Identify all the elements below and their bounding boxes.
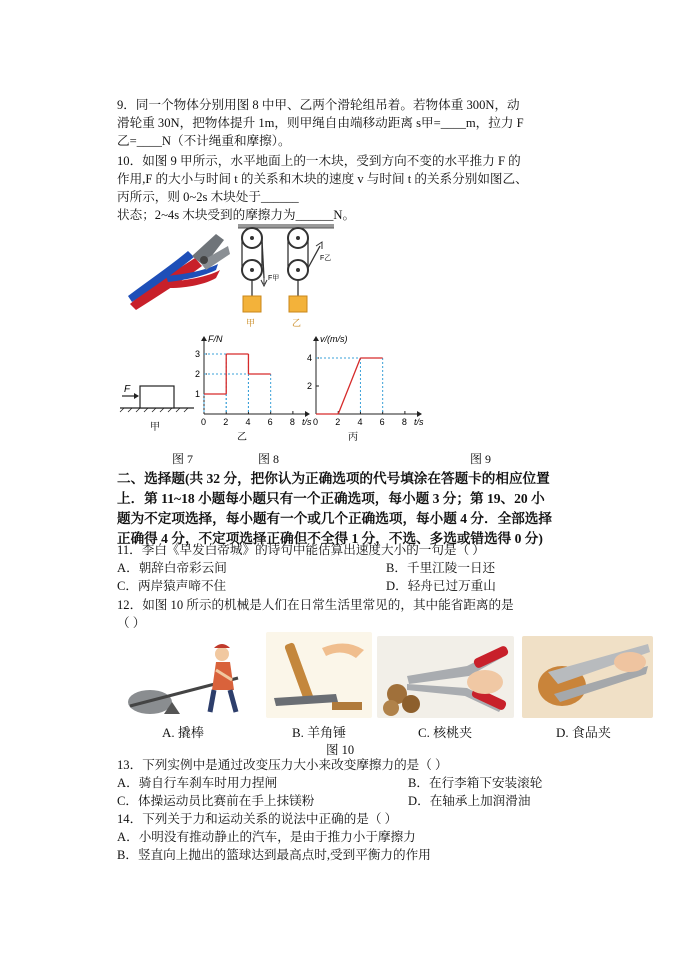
vt-chart-y-label: v/(m/s) xyxy=(320,334,348,344)
q14-option-a: A．小明没有推动静止的汽车，是由于推力小于摩擦力 xyxy=(117,830,416,844)
ft-chart-x-tick-label: 4 xyxy=(245,417,251,427)
vt-chart-x-tick-label: 2 xyxy=(335,417,341,427)
ft-chart-y-tick-label: 3 xyxy=(195,349,201,359)
q11-option-d: D．轻舟已过万重山 xyxy=(386,579,496,593)
section2-line-3: 题为不定项选择，每小题有一个或几个正确选项，每小题 4 分．全部选择 xyxy=(117,511,552,526)
section2-line-2: 上．第 11~18 小题每小题只有一个正确选项，每小题 3 分；第 19、20 小 xyxy=(117,491,545,506)
wooden-block xyxy=(140,386,174,408)
section2-line-1: 二、选择题(共 32 分，把你认为正确选项的代号填涂在答题卡的相应位置 xyxy=(117,471,550,486)
label-yi: 乙 xyxy=(292,318,302,328)
vt-chart-x-label: t/s xyxy=(414,417,424,427)
chart-f-t xyxy=(192,334,318,442)
vt-chart-y-arrow xyxy=(313,336,319,341)
q11-option-b: B．千里江陵一日还 xyxy=(386,561,496,575)
ft-chart-y-tick-label: 1 xyxy=(195,389,201,399)
ft-chart-x-tick-label: 6 xyxy=(267,417,273,427)
q13-option-a: A．骑自行车刹车时用力捏闸 xyxy=(117,776,278,790)
food-tongs-image xyxy=(522,636,653,718)
vt-chart-y-tick-label: 4 xyxy=(307,353,313,363)
q10-line-4: 状态；2~4s 木块受到的摩擦力为______N。 xyxy=(117,208,356,222)
fig8-pulley-diagram xyxy=(232,222,342,330)
q13-option-c: C．体操运动员比赛前在手上抹镁粉 xyxy=(117,794,315,808)
q12-option-b-label: B. 羊角锤 xyxy=(292,725,347,740)
walnut-cracker-image xyxy=(377,636,514,718)
caption-fig7: 图 7 xyxy=(172,452,194,466)
vt-chart-x-tick-label: 4 xyxy=(357,417,363,427)
q10-line-2: 作用,F 的大小与时间 t 的关系和木块的速度 v 与时间 t 的关系分别如图乙、 xyxy=(117,172,528,186)
vt-chart-x-tick-label: 0 xyxy=(313,417,319,427)
caption-fig9: 图 9 xyxy=(470,452,492,466)
fig7-pliers-image xyxy=(120,226,232,312)
ft-chart-x-tick-label: 2 xyxy=(223,417,229,427)
q12-paren: （ ） xyxy=(117,616,146,630)
chart-bing-label: 丙 xyxy=(348,432,358,442)
ft-chart-y-label: F/N xyxy=(208,334,223,344)
vt-chart-data-segment xyxy=(338,358,360,414)
force-label-yi: F乙 xyxy=(320,255,332,262)
label-jia: 甲 xyxy=(246,318,256,328)
q10-line-1: 10．如图 9 甲所示，水平地面上的一木块，受到方向不变的水平推力 F 的 xyxy=(117,154,521,168)
push-label: F xyxy=(124,384,131,395)
q11-stem: 11．李白《早发白帝城》的诗句中能估算出速度大小的一句是（ ） xyxy=(117,543,485,557)
q12-option-a-label: A. 撬棒 xyxy=(162,725,204,740)
hammer-image xyxy=(266,632,372,718)
section2-line-4: 正确得 4 分，不定项选择正确但不全得 1 分，不选、多选或错选得 0 分) xyxy=(117,531,543,546)
q10-line-3: 丙所示，则 0~2s 木块处于______ xyxy=(117,190,299,204)
q9-line-3: 乙=____N（不计绳重和摩擦）。 xyxy=(117,134,291,148)
q13-stem: 13．下列实例中是通过改变压力大小来改变摩擦力的是（ ） xyxy=(117,758,448,772)
q12-stem: 12．如图 10 所示的机械是人们在日常生活里常见的，其中能省距离的是 xyxy=(117,598,514,612)
q14-option-b: B．竖直向上抛出的篮球达到最高点时,受到平衡力的作用 xyxy=(117,848,431,862)
q12-option-d-label: D. 食品夹 xyxy=(556,725,611,740)
q9-line-2: 滑轮重 30N，把物体提升 1m，则甲绳自由端移动距离 s甲=____m，拉力 F xyxy=(117,116,524,130)
weight-jia xyxy=(243,296,261,312)
q13-option-d: D．在轴承上加润滑油 xyxy=(408,794,531,808)
q11-option-a: A．朝辞白帝彩云间 xyxy=(117,561,227,575)
weight-yi xyxy=(289,296,307,312)
chart-v-t xyxy=(304,334,434,442)
q14-stem: 14．下列关于力和运动关系的说法中正确的是（ ） xyxy=(117,812,398,826)
ft-chart-y-arrow xyxy=(201,336,207,341)
q13-option-b: B．在行李箱下安装滚轮 xyxy=(408,776,543,790)
ft-chart-x-tick-label: 8 xyxy=(289,417,295,427)
ft-chart-x-tick-label: 0 xyxy=(201,417,207,427)
force-label-jia: F甲 xyxy=(268,275,280,282)
vt-chart-x-tick-label: 8 xyxy=(401,417,407,427)
caption-fig10: 图 10 xyxy=(326,743,355,757)
q12-option-c-label: C. 核桃夹 xyxy=(418,725,473,740)
caption-fig8: 图 8 xyxy=(258,452,280,466)
chart-yi-label: 乙 xyxy=(237,432,247,442)
q9-line-1: 9．同一个物体分别用图 8 中甲、乙两个滑轮组吊着。若物体重 300N，动 xyxy=(117,98,520,112)
q11-option-c: C．两岸猿声啼不住 xyxy=(117,579,227,593)
block-label: 甲 xyxy=(150,422,160,433)
ft-chart-y-tick-label: 2 xyxy=(195,369,201,379)
vt-chart-y-tick-label: 2 xyxy=(307,381,313,391)
vt-chart-x-tick-label: 6 xyxy=(379,417,385,427)
fig9-block-diagram xyxy=(118,378,201,438)
crowbar-image xyxy=(120,640,250,720)
ft-chart-x-label: t/s xyxy=(302,417,312,427)
